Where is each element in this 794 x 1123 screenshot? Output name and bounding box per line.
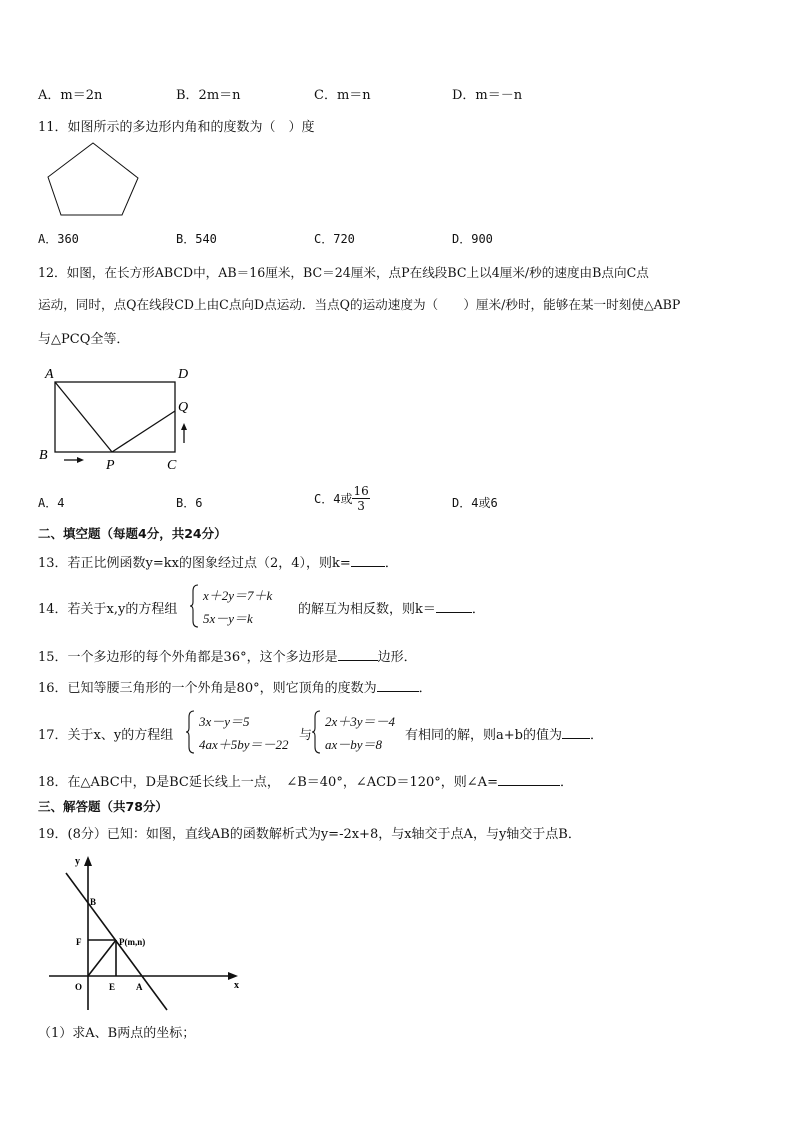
label-x-axis: x <box>234 980 239 991</box>
q14-blank <box>436 600 472 613</box>
q11-option-b: B．540 <box>176 232 217 246</box>
coordinate-figure <box>44 848 250 1016</box>
label-b: B <box>90 897 97 907</box>
q13-blank <box>351 554 385 567</box>
q12-option-c: C．4或 $\frac{16}{3}$ <box>314 484 369 513</box>
q18: 18．在△ABC中，D是BC延长线上一点， ∠B＝40°，∠ACD＝120°，则∠A= ． <box>38 775 573 790</box>
q17-mid: 与 <box>299 728 313 743</box>
q10-option-a: A．m＝2n <box>38 88 103 103</box>
q12-line2: 运动，同时，点Q在线段CD上由C点向D点运动．当点Q的运动速度为（ ）厘米/秒时，能够在某一时刻使△ABP <box>38 297 681 312</box>
q10-option-d: D．m＝－n <box>452 88 523 103</box>
q10-option-c: C．m＝n <box>314 88 371 103</box>
q17-eq4: ax－by＝8 <box>325 737 383 752</box>
q18-blank <box>498 773 560 786</box>
label-f: F <box>76 937 82 947</box>
label-e: E <box>109 982 116 992</box>
q12-line1: 12．如图，在长方形ABCD中，AB＝16厘米，BC＝24厘米，点P在线段BC上以4厘米/秒的速度由B点向C点 <box>38 265 649 280</box>
q17-eq2: 4ax＋5by＝－22 <box>199 737 289 752</box>
label-y-axis: y <box>75 856 80 867</box>
label-d: D <box>178 367 189 382</box>
q11-option-d: D．900 <box>452 232 493 246</box>
label-p: P <box>106 458 115 473</box>
rectangle-figure <box>34 362 204 474</box>
q17-eq1: 3x－y＝5 <box>199 714 250 729</box>
label-o: O <box>75 982 83 992</box>
q17-system-2 <box>312 709 407 755</box>
label-b: B <box>39 448 48 463</box>
q12-option-a: A．4 <box>38 496 65 510</box>
q14-eq1: x＋2y＝7＋k <box>203 588 273 603</box>
q11-option-c: C．720 <box>314 232 355 246</box>
q14-eq2: 5x－y＝k <box>203 611 253 626</box>
label-p: P(m,n) <box>119 937 146 947</box>
q19-part1: （1）求A、B两点的坐标； <box>38 1026 196 1041</box>
q10-option-b: B．2m＝n <box>176 88 241 103</box>
label-a: A <box>136 982 143 992</box>
q16: 16．已知等腰三角形的一个外角是80°，则它顶角的度数为 ． <box>38 681 432 696</box>
section-2-title: 二、填空题（每题4分，共24分） <box>38 526 227 541</box>
q11-option-a: A．360 <box>38 232 79 246</box>
q15-blank <box>338 648 378 661</box>
section-3-title: 三、解答题（共78分） <box>38 799 168 814</box>
q16-blank <box>377 679 419 692</box>
q17-system-1 <box>186 709 301 755</box>
q14-suffix: 的解互为相反数，则k＝ ． <box>298 602 485 617</box>
q14-prefix: 14．若关于x,y的方程组 <box>38 602 178 617</box>
label-a: A <box>45 367 54 382</box>
pentagon-figure <box>44 140 144 220</box>
q11-stem: 11．如图所示的多边形内角和的度数为（ ）度 <box>38 120 315 135</box>
q12-line3: 与△PCQ全等． <box>38 332 130 347</box>
q17-eq3: 2x＋3y＝－4 <box>325 714 396 729</box>
q19-stem: 19．(8分）已知：如图，直线AB的函数解析式为y=-2x+8，与x轴交于点A，与y轴交于点B． <box>38 827 581 842</box>
q17-prefix: 17．关于x、y的方程组 <box>38 728 174 743</box>
q13: 13．若正比例函数y=kx的图象经过点（2，4），则k= ． <box>38 556 398 571</box>
q17-suffix: 有相同的解，则a+b的值为 ． <box>405 728 603 743</box>
q15: 15．一个多边形的每个外角都是36°，这个多边形是 边形． <box>38 650 417 665</box>
q12-option-d: D．4或6 <box>452 496 498 510</box>
label-q: Q <box>178 400 189 415</box>
q12-option-b: B．6 <box>176 496 203 510</box>
q14-system <box>190 583 300 629</box>
label-c: C <box>167 458 177 473</box>
q17-blank <box>562 726 590 739</box>
